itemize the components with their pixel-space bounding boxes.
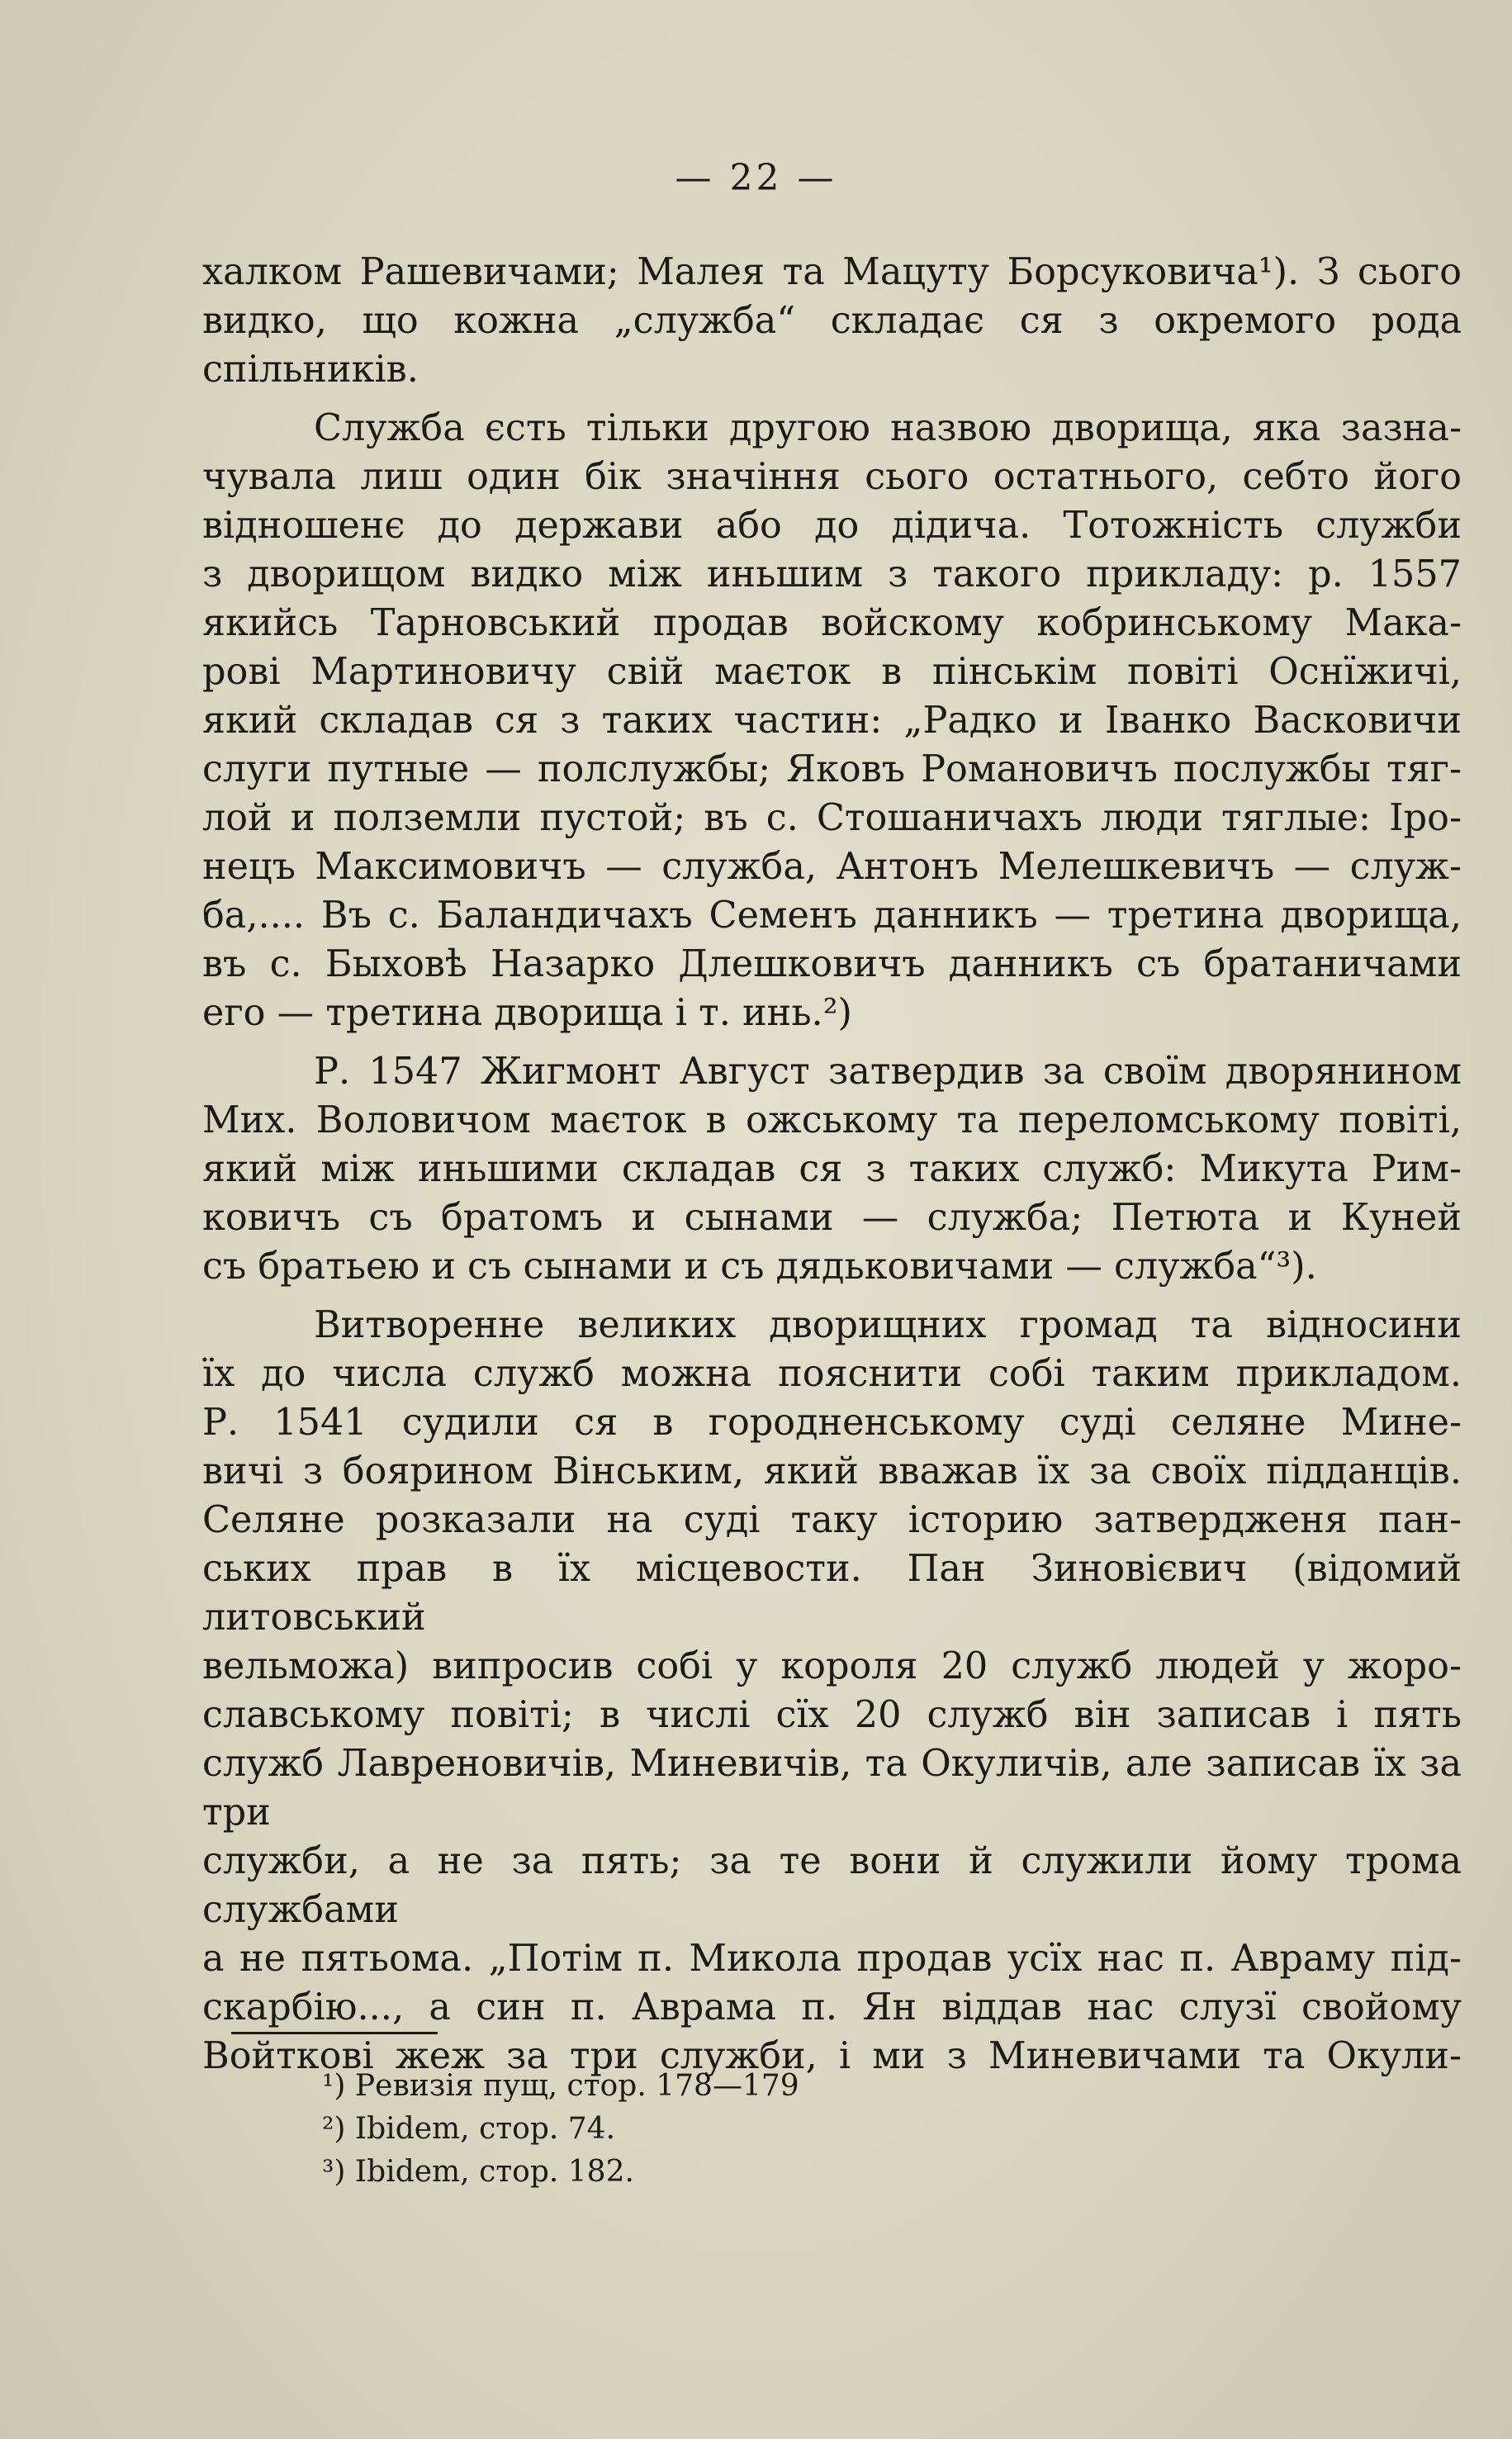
paragraph (202, 248, 1462, 394)
text-line: въ с. Быховѣ Назарко Длешковичъ данникъ съ братаничами (202, 943, 1462, 985)
footnotes (322, 2065, 1148, 2194)
page-number: — 22 — (675, 157, 837, 199)
text-line: служби, а не за пять; за те вони й служили йому трома службами (202, 1840, 1462, 1931)
text-line: скарбію..., а син п. Аврама п. Ян віддав нас слузї свойому (202, 1986, 1462, 2029)
text-line: ських прав в їх місцевости. Пан Зиновієвич (відомий литовський (202, 1548, 1462, 1639)
text-line: чувала лиш один бік значіння сього остатнього, себто його (202, 456, 1462, 498)
text-line: Р. 1541 судили ся в городненському суді селяне Мине- (202, 1402, 1462, 1444)
footnote: ¹) Ревизія пущ, стор. 178—179 (322, 2069, 799, 2103)
text-line: який між иньшими складав ся з таких служб: Микута Рим- (202, 1148, 1462, 1190)
text-line: нецъ Максимовичъ — служба, Антонъ Мелешкевичъ — служ- (202, 846, 1462, 888)
text-line: съ братьею и съ сынами и съ дядьковичами — служба“³). (202, 1246, 1317, 1288)
paragraph (202, 1047, 1462, 1291)
text-line: видко, що кожна „служба“ складає ся з окремого рода (202, 300, 1462, 342)
text-line: який складав ся з таких частин: „Радко и Іванко Васковичи (202, 700, 1462, 742)
footnote: ²) Ibidem, стор. 74. (322, 2112, 616, 2146)
paragraph (202, 404, 1462, 1037)
text-line: славському повіті; в числі сїх 20 служб він записав і пять (202, 1694, 1462, 1736)
text-line: Селяне розказали на суді таку історию затвердженя пан- (202, 1499, 1462, 1541)
text-line: Витворенне великих дворищних громад та відносини (314, 1304, 1462, 1346)
text-line: з дворищом видко між иньшим з такого прикладу: р. 1557 (202, 553, 1462, 596)
text-line: лой и полземли пустой; въ с. Стошаничахъ люди тяглые: Іро- (202, 797, 1462, 839)
text-line: слуги путные — полслужбы; Яковъ Романовичъ послужбы тяг- (202, 748, 1462, 790)
text-line: Р. 1547 Жигмонт Август затвердив за своїм дворянином (314, 1051, 1462, 1093)
footnote: ³) Ibidem, стор. 182. (322, 2155, 634, 2189)
text-line: вельможа) випросив собі у короля 20 служб людей у жоро- (202, 1645, 1462, 1687)
body-text (202, 248, 1462, 2090)
text-line: Войткові жеж за три служби, і ми з Миневичами та Окули- (202, 2035, 1462, 2077)
text-line: спільників. (202, 349, 419, 391)
text-line: Служба єсть тільки другою назвою дворища, яка зазна- (314, 407, 1462, 449)
text-line: рові Мартиновичу свій маєток в пінськім повіті Оснїжичі, (202, 651, 1462, 693)
footnote-divider (231, 2032, 438, 2034)
text-line: якийсь Тарновський продав войскому кобринському Мака- (202, 602, 1462, 644)
text-line: ковичъ съ братомъ и сынами — служба; Петюта и Куней (202, 1197, 1462, 1239)
text-line: відношенє до держави або до дідича. Тотожність служби (202, 505, 1462, 547)
text-line: вичі з боярином Вінським, який вважав їх за своїх підданців. (202, 1450, 1462, 1492)
paragraph (202, 1301, 1462, 2081)
text-line: ба,.... Въ с. Баландичахъ Семенъ данникъ — третина дворища, (202, 894, 1462, 937)
text-line: служб Лавреновичів, Миневичів, та Окуличів, але записав їх за три (202, 1743, 1462, 1834)
text-line: їх до числа служб можна пояснити собі таким прикладом. (202, 1353, 1462, 1395)
text-line: его — третина дворища і т. инь.²) (202, 992, 852, 1034)
text-line: а не пятьома. „Потім п. Микола продав усїх нас п. Авраму під- (202, 1938, 1462, 1980)
text-line: Мих. Воловичом маєток в ожському та переломському повіті, (202, 1099, 1462, 1141)
text-line: халком Рашевичами; Малея та Мацуту Борсуковича¹). З сього (202, 251, 1462, 293)
